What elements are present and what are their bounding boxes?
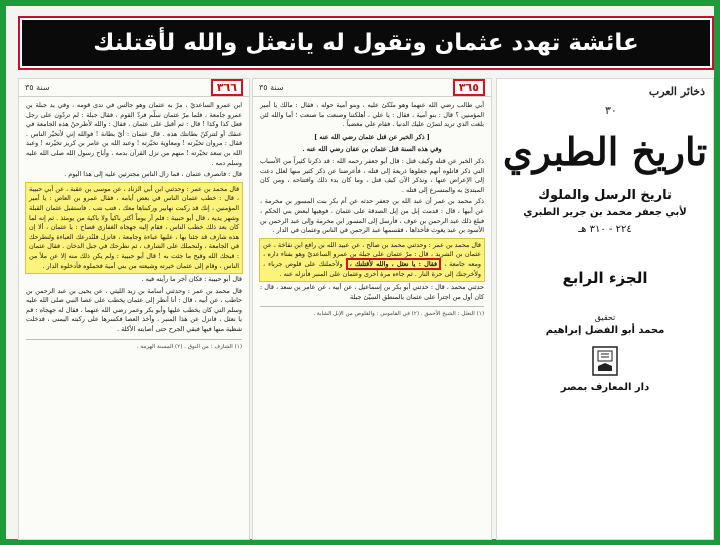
footnote-divider	[26, 339, 242, 340]
title-banner	[20, 18, 712, 68]
running-head: سنة ٣٥	[259, 83, 284, 92]
page-body	[253, 97, 491, 324]
page-number: ٣٦٥	[453, 79, 485, 96]
section-subheading: وفي هذه السنة قتل عثمان بن عفان رضي الله عنه .	[302, 145, 442, 154]
boxed-quote: فقال : يا نعثل ، والله لأقتلنك ،	[346, 258, 442, 270]
section-heading: [ ذكر الخبر عن قتل عثمان رضي الله عنه ]	[314, 132, 430, 141]
paragraph: أبي طالب رضي الله عنهما وهو متّكئ عليه ، وبنو أمية حوله ، فقال : مالك يا أمير المؤمنين ؟ قال : بنو أمية ، فقال : يا علي ، أهلكتنا وصنعت ما صنعت ؛ أما والله لئن بلغت الذي تريد لتمرّن عليك الدنيا . فقام علي مغضباً .	[260, 101, 484, 129]
publisher-name: دار المعارف بمصر	[560, 382, 650, 393]
publisher-logo-icon	[497, 346, 713, 376]
paragraph: حدثني محمد ، قال : حدثني أبو بكر بن إسماعيل ، عن أبيه ، عن عامر بن سعد ، قال : كان أول من اجترأ على عثمان بالمنطق السيّئ جبلة	[260, 283, 484, 301]
highlighted-passage	[260, 239, 484, 281]
highlighted-passage: قال محمد بن عمر : وحدثني ابن أبي الزناد ، عن موسى بن عقبة ، عن أبي حبيبة ، قال : خطب عثمان الناس في بعض أيامه ، فقال عمرو بن العاص : يا أمير المؤمنين ، إنك قد ركبت نهابير وركبناها معك ، فتب نتب . فاستقبل عثمان القبلة وشهر يديه ، قال أبو حبيبة : فلم أر يوماً أكثر باكياً ولا باكية من يومئذ . ثم إنه لما كان بعد ذلك خطب الناس ، فقام إليه جهجاه الغفاري فصاح : يا عثمان ، ألا إن هذه شارف قد جئنا بها ، عليها عباءة وجامعة ، فانزل فلنُدرعك العباءة ولنطرحك في الجامعة ، ولنحملك على الشارف ، ثم نطرحك في جبل الدخان . فقال عثمان : قبحك الله وقبح ما جئت به ! قال أبو حبيبة : ولم يكن ذلك منه إلا عن ملأ من الناس ، وقام إلى عثمان خيرته وشيعته من بني أمية فحملوه فأدخلوه الدار .	[26, 183, 242, 273]
paragraph: قال : فانصرف عثمان ، فما زال الناس مجترئين عليه إلى هذا اليوم .	[64, 170, 242, 179]
footnote-divider	[260, 306, 484, 307]
cover-part: الجزء الرابع	[562, 269, 648, 287]
page-header	[19, 79, 249, 97]
editor-name: محمد أبو الفضل إبراهيم	[545, 325, 665, 336]
paragraph: ابن عمرو الساعديّ ، مرّ به عثمان وهو جالس في ندى قومه ، وفي يد جبلة بن عمرو جامعة ، فلما مرّ عثمان سلّم فردّ القوم ، فقال جبلة : لم تردّون على رجل فعل كذا وكذا ! قال : ثم أقبل على عثمان ، فقال : والله لأطرحنّ هذه الجامعة في عنقك أو لتتركنّ بطانتك هذه . قال عثمان : أيّ بطانة ! فوالله إني لأتخيّر الناس . فقال : مروان تخيّرته ! ومعاوية تخيّرته ! وعبد الله بن عامر بن كريز تخيّرته ! وعبد الله بن سعد تخيّرته ! منهم من نزل القرآن بدمه ، وأباح رسول الله صلى الله عليه وسلم دمه .	[26, 101, 242, 167]
cover-title: تاريخ الطبري	[502, 129, 708, 174]
cover-header	[497, 79, 713, 123]
series-name: ذخائر العرب	[648, 85, 705, 98]
page-number: ٣٦٦	[211, 79, 243, 96]
highlight-lead: قال محمد بن عمر : وحدثني محمد بن صالح ، عن عبيد الله بن رافع ابن نقاخة ، عن عثمان بن الشريد ، قال : مرّ عثمان على جبلة بن عمرو الساعديّ وهو بفناء داره ، ومعه جامعة ،	[263, 240, 481, 268]
book-page-365	[252, 78, 492, 540]
paragraph: ذكر الخبر عن قتله وكيف قتل : قال أبو جعفر رحمه الله : قد ذكرنا كثيراً من الأسباب التي ذكر قاتلوه أنهم جعلوها ذريعة إلى قتله ، فأعرضنا عن ذكر كثير منها لعلل دعت إلى الإعراض عنها ، ونذكر الآن كيف قتل ، وما كان بدء ذلك وافتتاحه ، ومن كان المبتدئ به والمتسرع إلى قتله .	[260, 156, 484, 194]
banner-title: عائشة تهدد عثمان وتقول له يانعثل والله لأقتلنك	[93, 30, 639, 56]
editor-label: تحقيق	[594, 313, 616, 322]
page-body	[19, 97, 249, 357]
cover-subtitle: تاريخ الرسل والملوك	[538, 188, 672, 203]
volume-number: ٣٠	[605, 104, 617, 117]
paragraph: قال أبو حبيبة : فكان آخر ما رأيته فيه .	[141, 275, 242, 284]
running-head: سنة ٣٥	[25, 83, 50, 92]
paragraph: ذكر محمد بن عمر أن عبد الله بن جعفر حدثه عن أم بكر بنت المسور بن مخرمة ، عن أبيها ، قال : قدمت إبل من إبل الصدقة على عثمان ، فوهبها لبعض بني الحكم ، فبلغ ذلك عبد الرحمن بن عوف ، فأرسل إلى المسور ابن مخرمة وإلى عبد الرحمن بن الأسود بن عبد يغوث فأخذاها ، فقسمها عبد الرحمن في الناس وعثمان في الدار .	[260, 197, 484, 235]
book-page-366	[18, 78, 250, 540]
page-header	[253, 79, 491, 97]
cover-author: لأبي جعفر محمد بن جرير الطبري	[523, 207, 687, 218]
footnote: (١) الشارف : من النوق . (٢) المسنة الهرمة .	[136, 343, 242, 350]
cover-dates: ٢٢٤ - ٣١٠ هـ	[578, 224, 632, 235]
footnote: (١) النعثل : الشيخ الأحمق . (٢) في القاموس : والقلوص من الإبل الشابة .	[313, 311, 484, 318]
paragraph: قال محمد بن عمر : وحدثني أسامة بن زيد الليثي ، عن يحيى بن عبد الرحمن بن حاطب ، عن أبيه ، قال : أنا أنظر إلى عثمان يخطب على عصا النبي صلى الله عليه وسلم التي كان يخطب عليها وأبو بكر وعمر رضي الله عنهما ، فقال له جهجاه : قم يا نعثل ، فانزل عن هذا المنبر ، وأخذ العصا فكسرها على ركبته اليمنى ، فدخلت شظية منها فيها فبقي الجرح حتى أصابته الأكلة .	[26, 286, 242, 334]
highlight-tail: ولأحملنك على قلوص جرباء ، ولأخرجنك إلى حرة النار . ثم جاءه مرة أخرى وعثمان على المنبر فأنزله عنه .	[263, 259, 481, 278]
book-cover	[496, 78, 714, 540]
